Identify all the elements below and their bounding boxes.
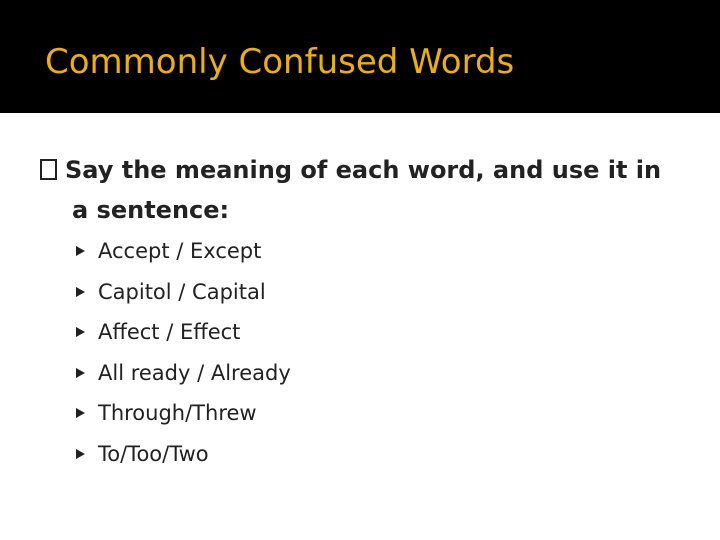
- word-pair-label: Through/Threw: [98, 401, 257, 426]
- triangle-bullet-icon: [76, 368, 85, 378]
- word-pair-label: Capitol / Capital: [98, 279, 266, 304]
- triangle-bullet-icon: [76, 287, 85, 297]
- word-pair-label: To/Too/Two: [98, 441, 209, 466]
- word-pair-item: [76, 231, 291, 272]
- slide-title: Commonly Confused Words: [45, 42, 515, 82]
- box-bullet-icon: [40, 159, 57, 180]
- prompt-text-line-1: Say the meaning of each word, and use it in: [65, 156, 662, 184]
- word-pair-item: [76, 312, 291, 353]
- prompt-line-1: [40, 150, 700, 190]
- triangle-bullet-icon: [76, 449, 85, 459]
- word-pair-item: [76, 272, 291, 313]
- word-pair-item: [76, 434, 291, 475]
- word-list: [76, 231, 291, 474]
- triangle-bullet-icon: [76, 246, 85, 256]
- prompt: [40, 150, 700, 230]
- word-pair-label: Affect / Effect: [98, 320, 241, 345]
- word-pair-item: [76, 353, 291, 394]
- triangle-bullet-icon: [76, 408, 85, 418]
- word-pair-label: Accept / Except: [98, 239, 262, 264]
- word-pair-label: All ready / Already: [98, 360, 291, 385]
- word-pair-item: [76, 393, 291, 434]
- triangle-bullet-icon: [76, 327, 85, 337]
- prompt-line-2: a sentence:: [72, 196, 230, 224]
